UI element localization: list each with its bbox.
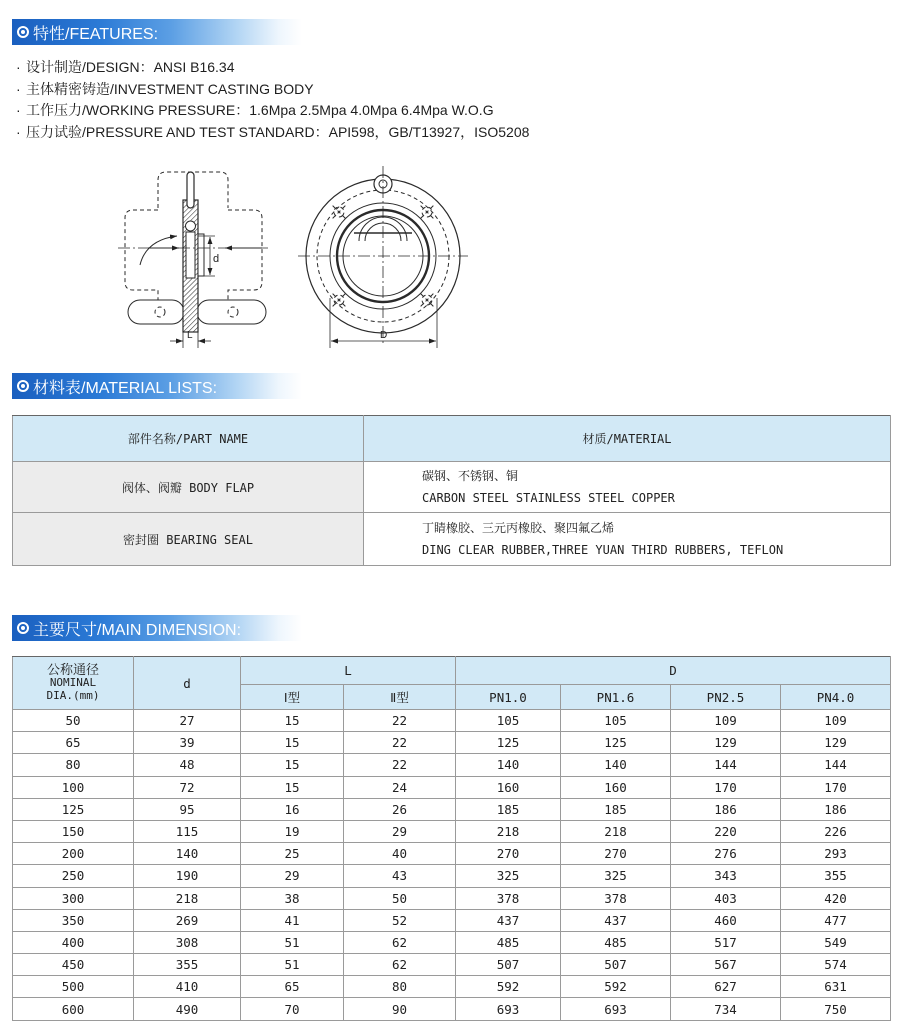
- pipe-flange-outline-left: [125, 210, 158, 300]
- material-cn: 丁睛橡胶、三元丙橡胶、聚四氟乙烯: [422, 521, 615, 535]
- L-dimension-label: L: [187, 330, 193, 341]
- dimension-row: [13, 887, 891, 909]
- cell-d: 39: [134, 732, 241, 754]
- cell-d-pn16: 507: [561, 954, 671, 976]
- cell-d-pn16: 437: [561, 909, 671, 931]
- cell-d-pn10: 185: [456, 798, 561, 820]
- cell-d-pn10: 437: [456, 909, 561, 931]
- dimension-table-body: [13, 710, 891, 1021]
- cell-d-pn16: 693: [561, 998, 671, 1020]
- header-material: 材质/MATERIAL: [364, 416, 891, 462]
- cell-d-pn16: 325: [561, 865, 671, 887]
- cell-d-pn10: 105: [456, 710, 561, 732]
- dimension-row: [13, 998, 891, 1020]
- cell-l-type-1: 15: [241, 732, 344, 754]
- cell-d: 355: [134, 954, 241, 976]
- cell-d-pn16: 185: [561, 798, 671, 820]
- cell-d: 190: [134, 865, 241, 887]
- dimension-row: [13, 732, 891, 754]
- dimension-row: [13, 843, 891, 865]
- cell-nominal-dia: 500: [13, 976, 134, 998]
- material-row: [13, 513, 891, 566]
- cell-d-pn40: 170: [781, 776, 891, 798]
- cell-d-pn10: 485: [456, 931, 561, 953]
- cell-d-pn25: 460: [671, 909, 781, 931]
- bullet-dot: ·: [16, 102, 21, 118]
- main-dimension-table: [12, 656, 891, 1021]
- header-part-name: 部件名称/PART NAME: [13, 416, 364, 462]
- cell-material: [364, 462, 891, 513]
- circle-bullet-icon: [17, 26, 29, 38]
- cell-l-type-2: 80: [344, 976, 456, 998]
- cell-d-pn10: 592: [456, 976, 561, 998]
- material-en: DING CLEAR RUBBER,THREE YUAN THIRD RUBBERS, TEFLON: [422, 543, 784, 557]
- cell-l-type-1: 25: [241, 843, 344, 865]
- header-d: d: [134, 657, 241, 710]
- materials-section-header: [12, 373, 302, 399]
- cell-l-type-2: 29: [344, 820, 456, 842]
- cell-l-type-2: 40: [344, 843, 456, 865]
- cell-d-pn40: 549: [781, 931, 891, 953]
- feature-text: 设计制造/DESIGN：ANSI B16.34: [26, 59, 235, 75]
- header-D-pn40: PN4.0: [781, 685, 891, 710]
- cell-l-type-1: 29: [241, 865, 344, 887]
- cell-d: 95: [134, 798, 241, 820]
- cell-l-type-1: 51: [241, 931, 344, 953]
- cell-d: 490: [134, 998, 241, 1020]
- cell-l-type-2: 22: [344, 732, 456, 754]
- valve-technical-drawing: [0, 158, 500, 358]
- cell-d-pn16: 485: [561, 931, 671, 953]
- cell-l-type-1: 15: [241, 776, 344, 798]
- header-L-type-1: Ⅰ型: [241, 685, 344, 710]
- cell-l-type-1: 65: [241, 976, 344, 998]
- bolt-marker: [414, 287, 439, 312]
- cell-l-type-1: 15: [241, 754, 344, 776]
- cell-l-type-1: 41: [241, 909, 344, 931]
- cell-d-pn10: 160: [456, 776, 561, 798]
- cell-nominal-dia: 350: [13, 909, 134, 931]
- cell-l-type-2: 50: [344, 887, 456, 909]
- cell-d-pn40: 129: [781, 732, 891, 754]
- feature-item: [16, 79, 529, 101]
- cell-nominal-dia: 65: [13, 732, 134, 754]
- materials-title: 材料表/MATERIAL LISTS:: [33, 379, 218, 397]
- cell-nominal-dia: 100: [13, 776, 134, 798]
- flap-swing-arc: [140, 236, 177, 265]
- cell-d: 410: [134, 976, 241, 998]
- front-view: [298, 166, 468, 348]
- cell-l-type-2: 22: [344, 710, 456, 732]
- features-list: [16, 57, 529, 143]
- cell-d-pn16: 125: [561, 732, 671, 754]
- cell-d-pn10: 325: [456, 865, 561, 887]
- material-header-row: [13, 416, 891, 462]
- dimension-row: [13, 798, 891, 820]
- features-title: 特性/FEATURES:: [33, 25, 159, 43]
- cell-d-pn25: 144: [671, 754, 781, 776]
- cell-d-pn25: 627: [671, 976, 781, 998]
- material-row: [13, 462, 891, 513]
- header-nominal-cn: 公称通径: [46, 663, 99, 678]
- material-list-table: [12, 415, 891, 566]
- dimension-row: [13, 931, 891, 953]
- cell-d-pn25: 567: [671, 954, 781, 976]
- cell-material: [364, 513, 891, 566]
- cell-l-type-2: 24: [344, 776, 456, 798]
- material-cn: 碳钢、不锈钢、铜: [422, 469, 519, 483]
- circle-bullet-icon: [17, 380, 29, 392]
- dimension-row: [13, 820, 891, 842]
- bolt-boss-right: [197, 300, 266, 324]
- cell-d: 308: [134, 931, 241, 953]
- cell-d-pn10: 378: [456, 887, 561, 909]
- cell-nominal-dia: 80: [13, 754, 134, 776]
- cell-d-pn25: 186: [671, 798, 781, 820]
- cell-l-type-1: 19: [241, 820, 344, 842]
- cell-nominal-dia: 150: [13, 820, 134, 842]
- cell-d: 72: [134, 776, 241, 798]
- feature-item: [16, 57, 529, 79]
- cell-d-pn40: 186: [781, 798, 891, 820]
- dimensions-section-header: [12, 615, 302, 641]
- cell-d-pn25: 403: [671, 887, 781, 909]
- cell-d-pn40: 355: [781, 865, 891, 887]
- header-nominal-dia: [13, 657, 134, 710]
- cell-nominal-dia: 125: [13, 798, 134, 820]
- dimension-row: [13, 909, 891, 931]
- header-D-pn16: PN1.6: [561, 685, 671, 710]
- cell-l-type-2: 62: [344, 954, 456, 976]
- cell-d-pn16: 592: [561, 976, 671, 998]
- cell-l-type-1: 16: [241, 798, 344, 820]
- flap-section: [186, 232, 195, 278]
- cell-d-pn16: 160: [561, 776, 671, 798]
- feature-text: 工作压力/WORKING PRESSURE：1.6Mpa 2.5Mpa 4.0Mpa 6.4Mpa W.O.G: [26, 102, 494, 118]
- cell-d-pn25: 109: [671, 710, 781, 732]
- cell-nominal-dia: 600: [13, 998, 134, 1020]
- bullet-dot: ·: [16, 59, 21, 75]
- header-L: L: [241, 657, 456, 685]
- cell-d-pn40: 226: [781, 820, 891, 842]
- bullet-dot: ·: [16, 123, 21, 140]
- cell-nominal-dia: 300: [13, 887, 134, 909]
- cell-d-pn40: 420: [781, 887, 891, 909]
- cell-l-type-2: 62: [344, 931, 456, 953]
- cell-d-pn40: 293: [781, 843, 891, 865]
- cell-d: 140: [134, 843, 241, 865]
- dimension-row: [13, 710, 891, 732]
- hinge-rod: [187, 172, 194, 208]
- dimension-row: [13, 776, 891, 798]
- bullet-dot: ·: [16, 80, 21, 97]
- header-D: D: [456, 657, 891, 685]
- pipe-flange-outline-right: [228, 210, 262, 300]
- cell-nominal-dia: 250: [13, 865, 134, 887]
- header-nominal-unit: DIA.(mm): [46, 688, 100, 702]
- cell-d-pn10: 507: [456, 954, 561, 976]
- dimension-row: [13, 754, 891, 776]
- cell-d-pn40: 574: [781, 954, 891, 976]
- cell-part-name: 密封圈 BEARING SEAL: [13, 513, 364, 566]
- cell-d-pn10: 125: [456, 732, 561, 754]
- cell-d: 115: [134, 820, 241, 842]
- cell-d-pn25: 220: [671, 820, 781, 842]
- hinge-pin: [186, 221, 196, 231]
- header-D-pn25: PN2.5: [671, 685, 781, 710]
- cell-l-type-1: 70: [241, 998, 344, 1020]
- cell-l-type-1: 38: [241, 887, 344, 909]
- d-dimension-label: d: [213, 253, 220, 265]
- bolt-marker: [414, 199, 439, 224]
- cell-d-pn25: 343: [671, 865, 781, 887]
- cell-d-pn40: 750: [781, 998, 891, 1020]
- cell-d: 269: [134, 909, 241, 931]
- cell-d-pn16: 140: [561, 754, 671, 776]
- cell-d: 218: [134, 887, 241, 909]
- cell-d-pn40: 109: [781, 710, 891, 732]
- cell-d-pn40: 477: [781, 909, 891, 931]
- cell-l-type-2: 52: [344, 909, 456, 931]
- cell-l-type-2: 43: [344, 865, 456, 887]
- cell-l-type-1: 15: [241, 710, 344, 732]
- cell-d-pn25: 129: [671, 732, 781, 754]
- cell-d-pn25: 170: [671, 776, 781, 798]
- header-D-pn10: PN1.0: [456, 685, 561, 710]
- cell-d-pn40: 631: [781, 976, 891, 998]
- cell-d-pn25: 517: [671, 931, 781, 953]
- cell-d-pn16: 270: [561, 843, 671, 865]
- cell-nominal-dia: 400: [13, 931, 134, 953]
- cell-d: 27: [134, 710, 241, 732]
- header-nominal-en: NOMINAL: [49, 676, 97, 689]
- feature-item: [16, 122, 529, 144]
- cell-d-pn16: 378: [561, 887, 671, 909]
- cell-nominal-dia: 50: [13, 710, 134, 732]
- side-section-view: [118, 172, 268, 348]
- cell-d-pn10: 270: [456, 843, 561, 865]
- feature-text: 压力试验/PRESSURE AND TEST STANDARD：API598，GB/T13927，ISO5208: [26, 123, 530, 140]
- dimension-row: [13, 976, 891, 998]
- cell-d-pn10: 140: [456, 754, 561, 776]
- material-en: CARBON STEEL STAINLESS STEEL COPPER: [422, 491, 675, 505]
- feature-item: [16, 100, 529, 122]
- cell-l-type-1: 51: [241, 954, 344, 976]
- bolt-boss-left: [128, 300, 184, 324]
- circle-bullet-icon: [17, 622, 29, 634]
- dimension-header-row: [13, 657, 891, 685]
- cell-nominal-dia: 200: [13, 843, 134, 865]
- cell-part-name: 阀体、阀瓣 BODY FLAP: [13, 462, 364, 513]
- cell-l-type-2: 26: [344, 798, 456, 820]
- cell-d-pn25: 734: [671, 998, 781, 1020]
- cell-d: 48: [134, 754, 241, 776]
- dimension-row: [13, 954, 891, 976]
- header-L-type-2: Ⅱ型: [344, 685, 456, 710]
- bolt-marker: [326, 199, 351, 224]
- D-dimension-label: D: [380, 330, 388, 341]
- cell-nominal-dia: 450: [13, 954, 134, 976]
- cell-d-pn40: 144: [781, 754, 891, 776]
- cell-d-pn16: 105: [561, 710, 671, 732]
- cell-d-pn10: 693: [456, 998, 561, 1020]
- cell-d-pn25: 276: [671, 843, 781, 865]
- cell-l-type-2: 90: [344, 998, 456, 1020]
- features-section-header: [12, 19, 302, 45]
- cell-d-pn10: 218: [456, 820, 561, 842]
- dimension-row: [13, 865, 891, 887]
- dimensions-title: 主要尺寸/MAIN DIMENSION:: [33, 621, 242, 639]
- feature-text: 主体精密铸造/INVESTMENT CASTING BODY: [26, 80, 314, 97]
- cell-d-pn16: 218: [561, 820, 671, 842]
- seat-opening: [198, 234, 204, 276]
- cell-l-type-2: 22: [344, 754, 456, 776]
